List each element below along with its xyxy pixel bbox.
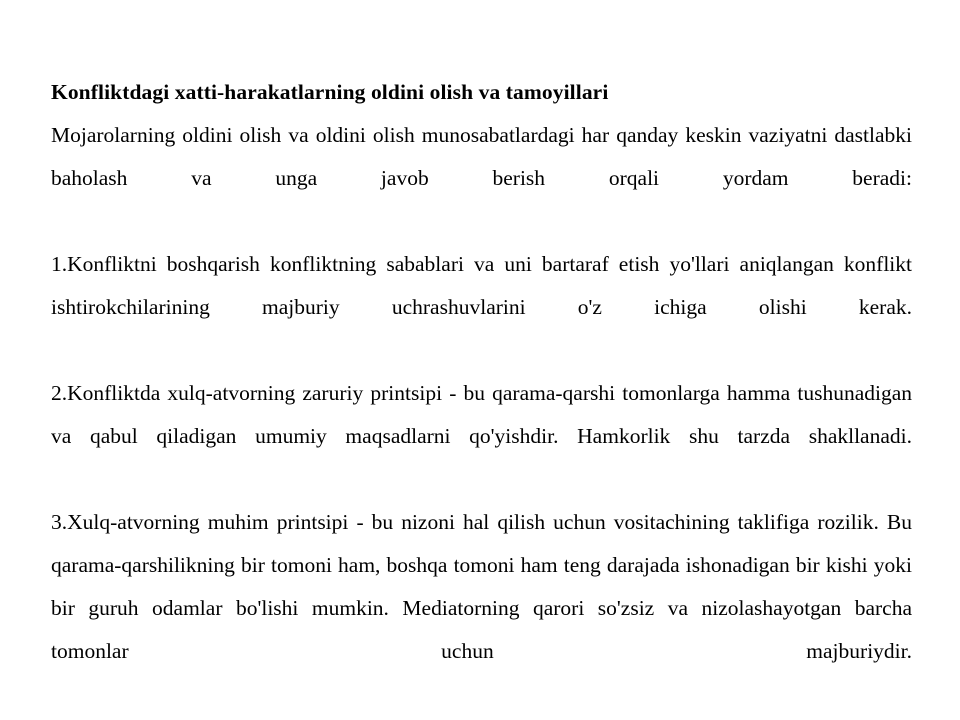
document-body [51, 71, 912, 716]
document-title: Konfliktdagi xatti-harakatlarning oldini olish va tamoyillari [51, 80, 609, 104]
paragraph-intro: Mojarolarning oldini olish va oldini olish munosabatlardagi har qanday keskin vaziyatni dastlabki baholash va unga javob berish orqali yordam beradi: [51, 123, 912, 190]
paragraph-point-1: 1.Konfliktni boshqarish konfliktning sabablari va uni bartaraf etish yo'llari aniqlangan konflikt ishtirokchilarining majburiy uchrashuvlarini o'z ichiga olishi kerak. [51, 252, 912, 319]
paragraph-point-2: 2.Konfliktda xulq-atvorning zaruriy printsipi - bu qarama-qarshi tomonlarga hamma tushunadigan va qabul qiladigan umumiy maqsadlarni qo'yishdir. Hamkorlik shu tarzda shakllanadi. [51, 381, 912, 448]
paragraph-point-3: 3.Xulq-atvorning muhim printsipi - bu nizoni hal qilish uchun vositachining taklifiga rozilik. Bu qarama-qarshilikning bir tomoni ham, boshqa tomoni ham teng darajada ishonadigan bir kishi yoki bir guruh odamlar bo'lishi mumkin. Mediatorning qarori so'zsiz va nizolashayotgan barcha tomonlar uchun majburiydir. [51, 510, 912, 663]
